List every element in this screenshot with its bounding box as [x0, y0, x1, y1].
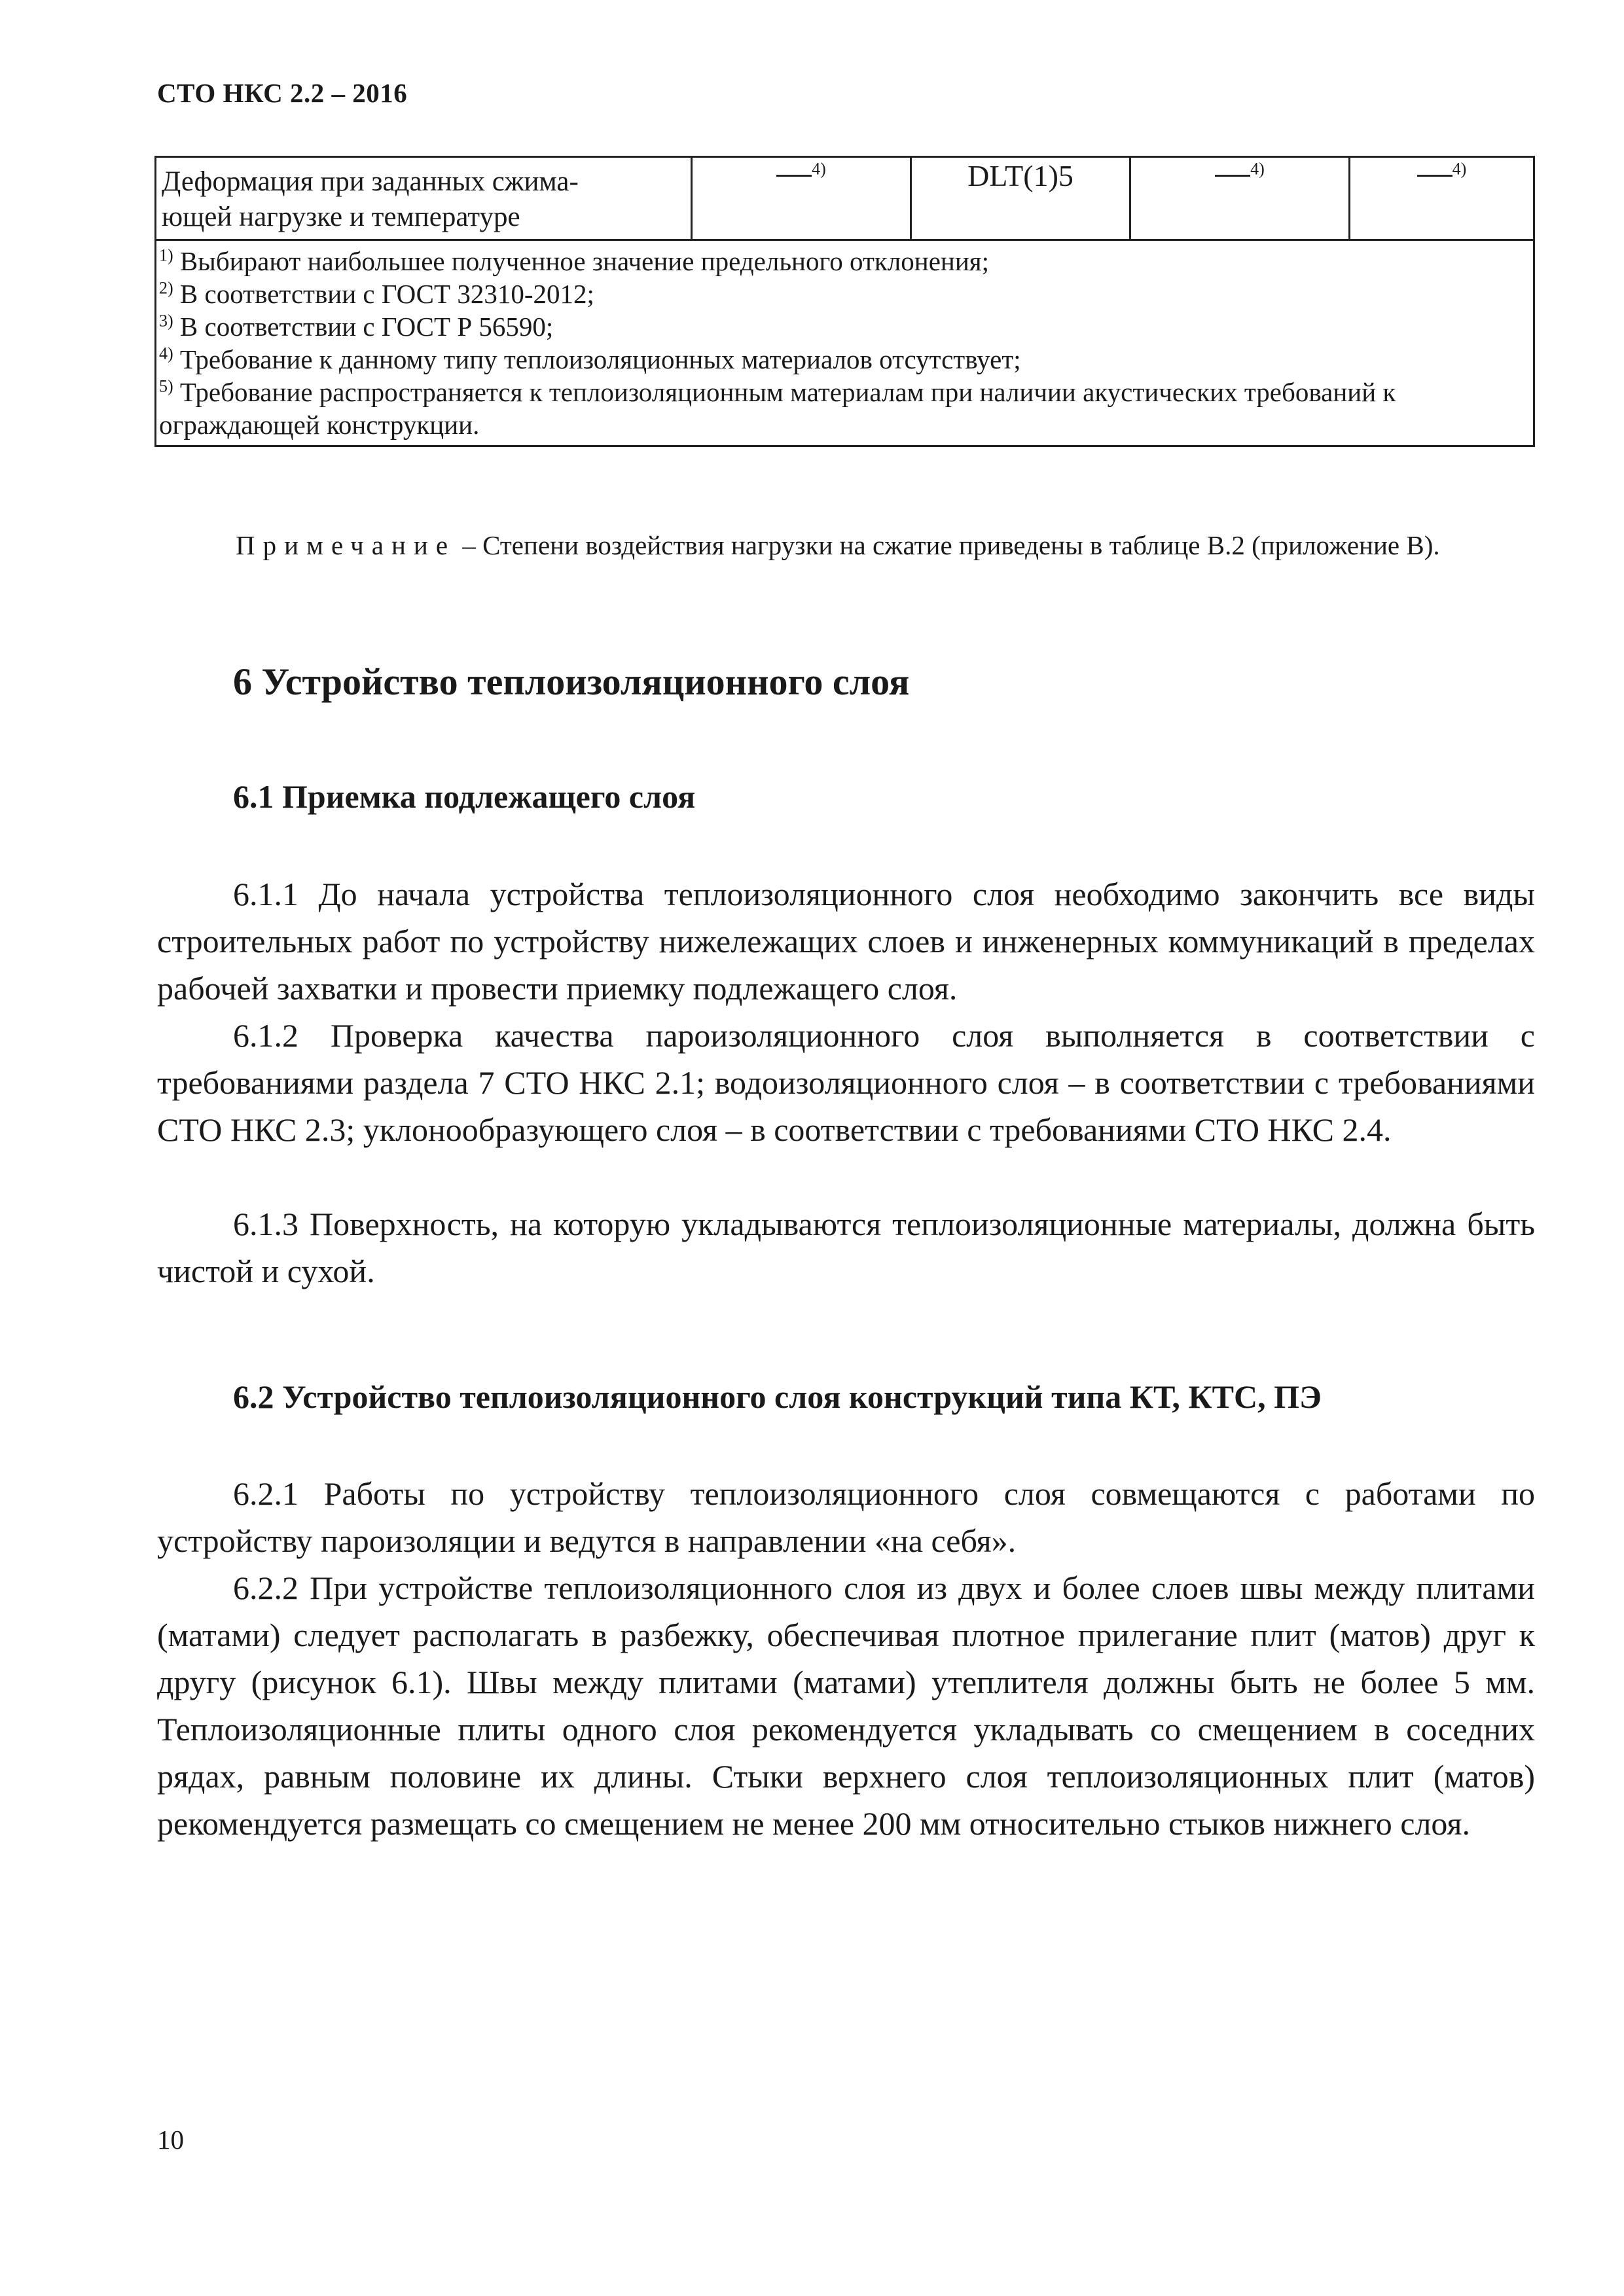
footnote-item	[159, 376, 1529, 441]
table-cell-value-2	[911, 157, 1130, 240]
table-cell-value-1	[692, 157, 911, 240]
paragraph-6-1-2: 6.1.2 Проверка качества пароизоляционного слоя выполняется в соответствии с требованиями раздела 7 СТО НКС 2.1; водоизоляционного слоя – в соответствии с требованиями СТО НКС 2.3; уклонообразующего слоя – в соответствии с требованиями СТО НКС 2.4.	[157, 1017, 1535, 1148]
section-6-2-heading: 6.2 Устройство теплоизоляционного слоя конструкций типа КТ, КТС, ПЭ	[233, 1378, 1322, 1415]
footnote-item	[159, 343, 1529, 376]
page-number: 10	[157, 2125, 184, 2155]
footnote-item	[159, 310, 1529, 343]
property-name-line2: ющей нагрузке и температуре	[162, 202, 520, 232]
footnote-ref: 4)	[1250, 159, 1265, 179]
section-6-heading: 6 Устройство теплоизоляционного слоя	[233, 660, 910, 703]
footnote-mark: 1)	[159, 245, 173, 265]
paragraph-6-1-3: 6.1.3 Поверхность, на которую укладываются теплоизоляционные материалы, должна быть чистой и сухой.	[157, 1206, 1535, 1289]
note-text: – Степени воздействия нагрузки на сжатие приведены в таблице В.2 (приложение В).	[456, 530, 1440, 560]
table-note	[157, 522, 1535, 568]
footnote-text: В соответствии с ГОСТ Р 56590;	[173, 312, 554, 342]
paragraph-6-2-2: 6.2.2 При устройстве теплоизоляционного слоя из двух и более слоев швы между плитами (матами) следует располагать в разбежку, обеспечивая плотное прилегание плит (матов) друг к другу (рисунок 6.1). Швы между плитами (матами) утеплителя должны быть не более 5 мм. Теплоизоляционные плиты одного слоя рекомендуется укладывать со смещением в соседних рядах, равным половине их длины. Стыки верхнего слоя теплоизоляционных плит (матов) рекомендуется размещать со смещением не менее 200 мм относительно стыков нижнего слоя.	[157, 1570, 1535, 1842]
footnote-item	[159, 278, 1529, 310]
footnote-text: В соответствии с ГОСТ 32310-2012;	[173, 279, 594, 309]
designation-code: DLT(1)5	[967, 159, 1074, 192]
footnote-mark: 5)	[159, 376, 173, 396]
footnote-mark: 3)	[159, 311, 173, 331]
table-footnotes-row	[156, 240, 1534, 446]
property-name-line1: Деформация при заданных сжима-	[162, 166, 579, 197]
section-6-1-heading: 6.1 Приемка подлежащего слоя	[233, 778, 696, 815]
footnote-text: Выбирают наибольшее полученное значение предельного отклонения;	[173, 246, 990, 276]
not-applicable-dash	[776, 175, 812, 177]
table-cell-value-4	[1350, 157, 1534, 240]
note-label: Примечание	[236, 530, 456, 560]
table-footnotes	[156, 240, 1534, 446]
footnote-text: Требование распространяется к теплоизоляционным материалам при наличии акустических требований к ограждающей конструкции.	[159, 377, 1396, 440]
footnote-mark: 2)	[159, 278, 173, 298]
table-cell-property-name	[156, 157, 692, 240]
document-code: СТО НКС 2.2 – 2016	[157, 78, 408, 108]
properties-table-grid	[154, 156, 1535, 447]
properties-table	[154, 156, 1535, 447]
paragraph-6-2-1: 6.2.1 Работы по устройству теплоизоляционного слоя совмещаются с работами по устройству пароизоляции и ведутся в направлении «на себя».	[157, 1475, 1535, 1559]
table-cell-value-3	[1130, 157, 1350, 240]
footnote-item	[159, 245, 1529, 278]
table-row	[156, 157, 1534, 240]
footnote-mark: 4)	[159, 344, 173, 363]
footnote-ref: 4)	[1452, 159, 1467, 179]
paragraph-6-1-1: 6.1.1 До начала устройства теплоизоляционного слоя необходимо закончить все виды строительных работ по устройству нижележащих слоев и инженерных коммуникаций в пределах рабочей захватки и провести приемку подлежащего слоя.	[157, 876, 1535, 1007]
footnote-text: Требование к данному типу теплоизоляционных материалов отсутствует;	[173, 344, 1021, 374]
footnote-ref: 4)	[812, 159, 826, 179]
not-applicable-dash	[1215, 175, 1250, 177]
not-applicable-dash	[1417, 175, 1453, 177]
